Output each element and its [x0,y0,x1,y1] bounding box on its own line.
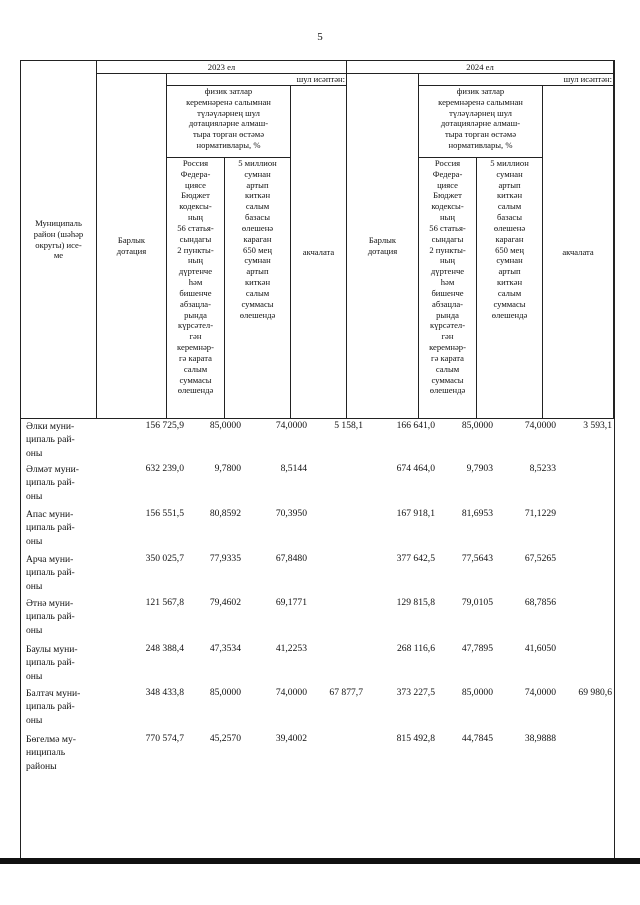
row-2023-5mln: 8,5144 [280,463,307,474]
row-2024-total: 167 918,1 [396,508,435,519]
row-2024-total: 674 464,0 [396,463,435,474]
row-2023-russia: 85,0000 [209,687,241,698]
table-row [20,687,613,725]
row-2023-russia: 80,8592 [209,508,241,519]
header-total-2023: Барлык дотация [97,74,167,419]
row-2024-russia: 81,6953 [461,508,493,519]
row-name: Баулы муни- ципаль рай- оны [26,644,78,682]
row-2024-5mln: 74,0000 [524,420,556,431]
row-2024-cash: 3 593,1 [583,420,612,431]
header-municipality: Муниципаль район (шәһәр округы) исе- ме [21,61,97,419]
row-name: Балтач муни- ципаль рай- оны [26,688,81,726]
header-of-which-2023: шул исәптән: [167,74,347,86]
row-2024-total: 268 116,6 [396,643,435,654]
row-2023-russia: 47,3534 [209,643,241,654]
header-year-2024: 2024 ел [347,61,614,74]
row-2023-cash: 67 877,7 [329,687,363,698]
row-2024-cash: 69 980,6 [578,687,612,698]
header-pit-2023: физик затлар керемнәренә салымнан түләүләрнең шул дотацияләрне алмаш- тыра торган өстәмә нормативлары, % [167,86,291,158]
header-cash-2023: акчалата [291,86,347,419]
row-2023-russia: 9,7800 [214,463,241,474]
header-pit-2024: физик затлар керемнәренә салымнан түләүләрнең шул дотацияләрне алмаш- тыра торган өстәмә нормативлары, % [419,86,543,158]
row-2023-total: 350 025,7 [145,553,184,564]
table-row [20,553,613,591]
page-number: 5 [317,31,323,43]
row-2024-5mln: 8,5233 [529,463,556,474]
row-2024-5mln: 74,0000 [524,687,556,698]
header-cash-2024: акчалата [543,86,614,419]
row-2023-5mln: 41,2253 [275,643,307,654]
row-2023-5mln: 67,8480 [275,553,307,564]
row-2023-russia: 45,2570 [209,733,241,744]
row-2023-total: 156 725,9 [145,420,184,431]
table-row [20,508,613,546]
row-2024-total: 166 641,0 [396,420,435,431]
row-2024-5mln: 67,5265 [524,553,556,564]
row-name: Арча муни- ципаль рай- оны [26,554,75,592]
row-2024-total: 129 815,8 [396,597,435,608]
row-2023-5mln: 70,3950 [275,508,307,519]
row-2023-5mln: 39,4002 [275,733,307,744]
row-2023-total: 121 567,8 [145,597,184,608]
bottom-divider [0,858,640,864]
table-header [20,60,614,419]
row-2023-total: 248 388,4 [145,643,184,654]
row-2024-total: 377 642,5 [396,553,435,564]
row-2023-5mln: 74,0000 [275,420,307,431]
row-2023-russia: 77,9335 [209,553,241,564]
row-2024-total: 373 227,5 [396,687,435,698]
row-2023-russia: 79,4602 [209,597,241,608]
row-2023-total: 156 551,5 [145,508,184,519]
table-row [20,420,613,458]
row-name: Апас муни- ципаль рай- оны [26,509,75,547]
header-5mln-2023: 5 миллион сумнан артып киткән салым базасы өлешенә караган 650 мең сумнан артып киткән салым суммасы өлешендә [225,158,291,419]
row-2024-5mln: 38,9888 [524,733,556,744]
row-2023-cash: 5 158,1 [334,420,363,431]
table-row [20,463,613,501]
row-2024-russia: 77,5643 [461,553,493,564]
table-row [20,643,613,681]
row-2024-5mln: 71,1229 [524,508,556,519]
header-of-which-2024: шул исәптән: [419,74,614,86]
row-2024-russia: 9,7903 [466,463,493,474]
row-2024-russia: 85,0000 [461,687,493,698]
row-2024-5mln: 41,6050 [524,643,556,654]
header-total-2024: Барлык дотация [347,74,419,419]
row-2023-total: 770 574,7 [145,733,184,744]
row-2023-total: 348 433,8 [145,687,184,698]
row-2024-5mln: 68,7856 [524,597,556,608]
row-2024-russia: 79,0105 [461,597,493,608]
table-row [20,733,613,771]
table-row [20,597,613,635]
header-russia-2023: Россия Федера- циясе Бюджет кодексы- ның 56 статья- сындагы 2 пункты- ның дүртенче һәм бишенче абзацла- рында күрсәтел- гән керемнәр- гә карата салым суммасы өлешендә [167,158,225,419]
row-name: Әтнә муни- ципаль рай- оны [26,598,75,636]
header-year-2023: 2023 ел [97,61,347,74]
row-2024-russia: 44,7845 [461,733,493,744]
row-name: Әлки муни- ципаль рай- оны [26,421,75,459]
row-2023-5mln: 69,1771 [275,597,307,608]
row-name: Бөгелмә му- ниципаль районы [26,734,76,772]
row-2023-total: 632 239,0 [145,463,184,474]
row-2023-russia: 85,0000 [209,420,241,431]
header-russia-2024: Россия Федера- циясе Бюджет кодексы- ның 56 статья- сындагы 2 пункты- ның дүртенче һәм бишенче абзацла- рында күрсәтел- гән керемнәр- гә карата салым суммасы өлешендә [419,158,477,419]
row-2023-5mln: 74,0000 [275,687,307,698]
header-5mln-2024: 5 миллион сумнан артып киткән салым базасы өлешенә караган 650 мең сумнан артып киткән салым суммасы өлешендә [477,158,543,419]
row-name: Әлмәт муни- ципаль рай- оны [26,464,79,502]
row-2024-total: 815 492,8 [396,733,435,744]
row-2024-russia: 47,7895 [461,643,493,654]
row-2024-russia: 85,0000 [461,420,493,431]
